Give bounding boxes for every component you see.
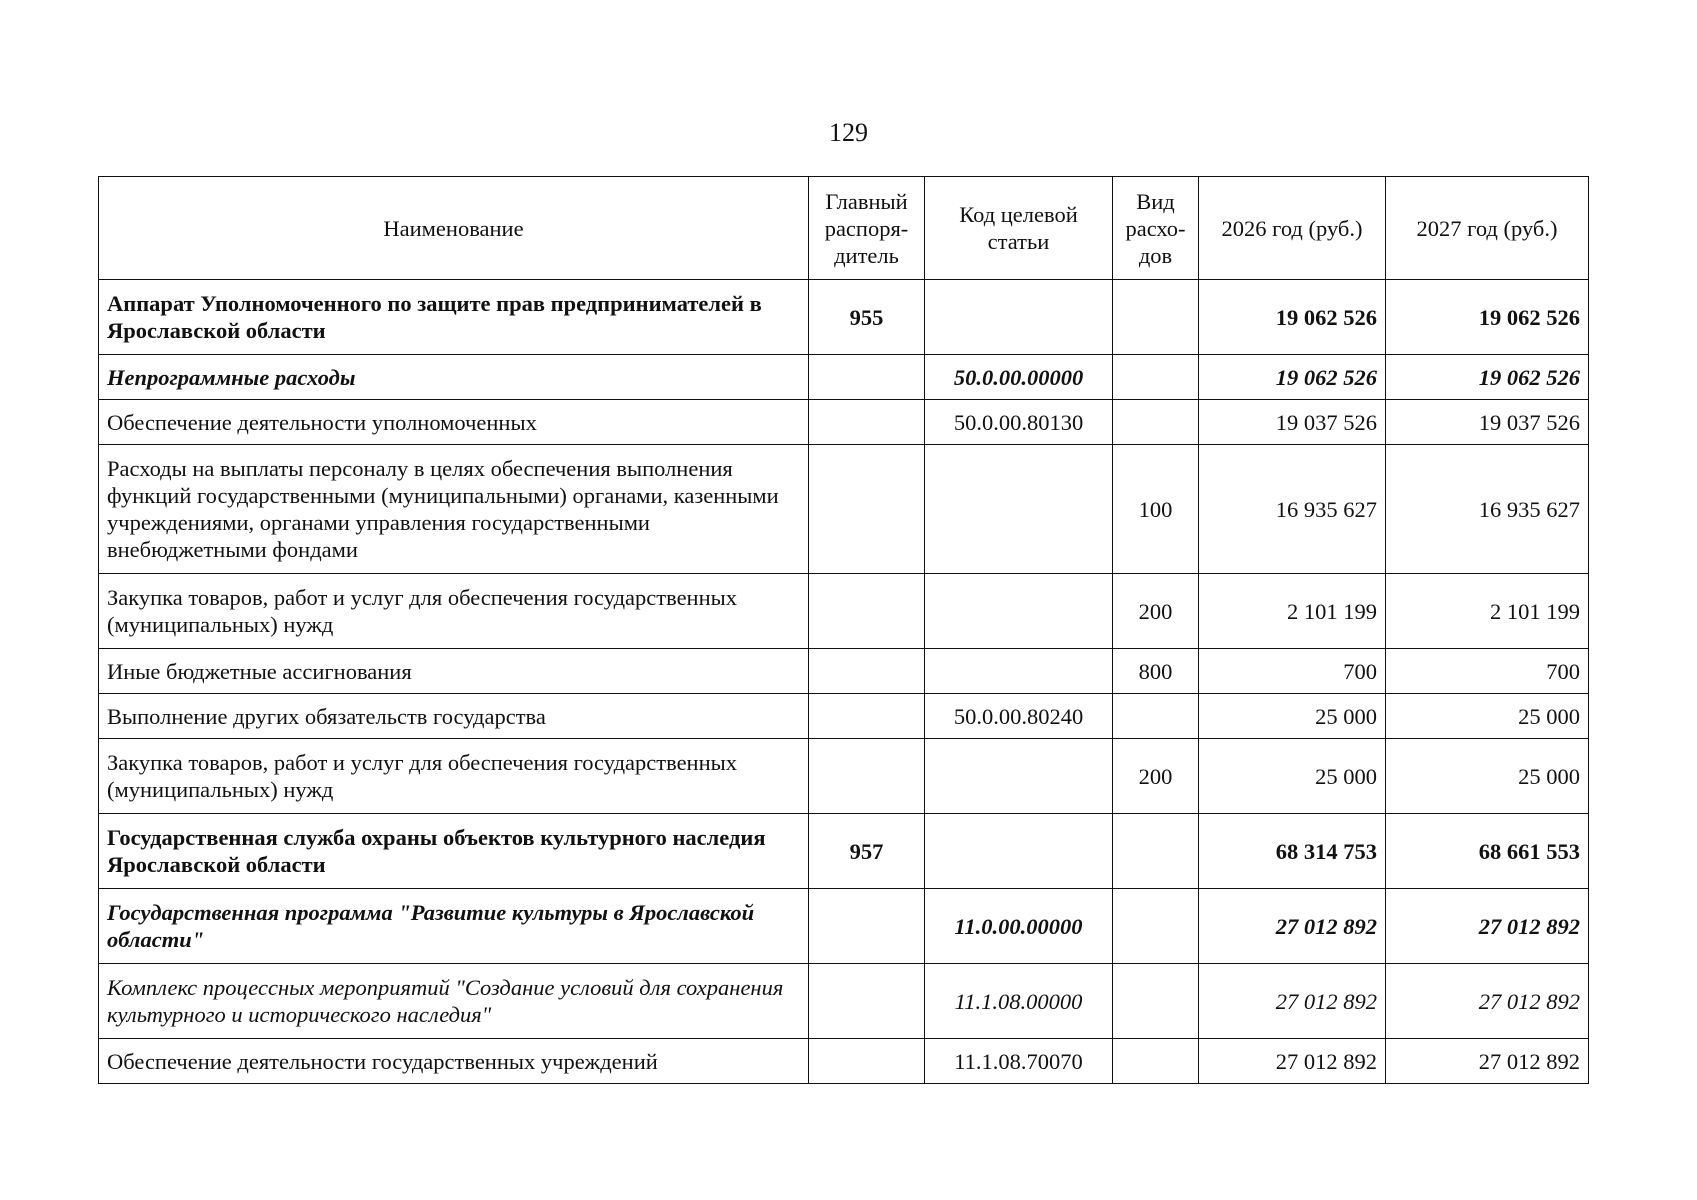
- table-row: [99, 694, 1589, 739]
- cell-name: Расходы на выплаты персоналу в целях обеспечения выполнения функций государственными (муниципальными) органами, казенными учреждениями, органами управления государственными внебюджетными фондами: [99, 445, 809, 574]
- cell-name: Выполнение других обязательств государства: [99, 694, 809, 739]
- cell-2026: 2 101 199: [1199, 574, 1386, 649]
- cell-code: [925, 574, 1113, 649]
- cell-vid: [1113, 355, 1199, 400]
- header-2026: 2026 год (руб.): [1199, 177, 1386, 280]
- header-row: [99, 177, 1589, 280]
- cell-code: 50.0.00.80130: [925, 400, 1113, 445]
- cell-grbs: [809, 694, 925, 739]
- cell-2027: 27 012 892: [1386, 1039, 1589, 1084]
- table-row: [99, 574, 1589, 649]
- cell-name: Иные бюджетные ассигнования: [99, 649, 809, 694]
- cell-2027: 25 000: [1386, 739, 1589, 814]
- cell-2027: 700: [1386, 649, 1589, 694]
- cell-2027: 2 101 199: [1386, 574, 1589, 649]
- cell-code: 50.0.00.80240: [925, 694, 1113, 739]
- cell-2027: 27 012 892: [1386, 889, 1589, 964]
- page-number: 129: [829, 118, 868, 147]
- cell-2026: 68 314 753: [1199, 814, 1386, 889]
- cell-2026: 16 935 627: [1199, 445, 1386, 574]
- cell-code: [925, 649, 1113, 694]
- cell-name: Непрограммные расходы: [99, 355, 809, 400]
- budget-table: [98, 176, 1589, 1084]
- cell-vid: [1113, 1039, 1199, 1084]
- cell-code: [925, 280, 1113, 355]
- cell-grbs: [809, 445, 925, 574]
- cell-vid: [1113, 400, 1199, 445]
- table-row: [99, 889, 1589, 964]
- cell-name: Закупка товаров, работ и услуг для обеспечения государственных (муниципальных) нужд: [99, 739, 809, 814]
- table-row: [99, 964, 1589, 1039]
- cell-vid: 800: [1113, 649, 1199, 694]
- cell-vid: [1113, 814, 1199, 889]
- cell-vid: 200: [1113, 574, 1199, 649]
- cell-name: Аппарат Уполномоченного по защите прав предпринимателей в Ярославской области: [99, 280, 809, 355]
- cell-2026: 27 012 892: [1199, 1039, 1386, 1084]
- cell-vid: [1113, 694, 1199, 739]
- cell-vid: [1113, 964, 1199, 1039]
- header-code: Код целевой статьи: [925, 177, 1113, 280]
- cell-vid: 100: [1113, 445, 1199, 574]
- cell-2026: 700: [1199, 649, 1386, 694]
- cell-2026: 25 000: [1199, 739, 1386, 814]
- cell-name: Закупка товаров, работ и услуг для обеспечения государственных (муниципальных) нужд: [99, 574, 809, 649]
- cell-2026: 27 012 892: [1199, 889, 1386, 964]
- cell-code: [925, 445, 1113, 574]
- cell-code: 11.1.08.70070: [925, 1039, 1113, 1084]
- table-row: [99, 739, 1589, 814]
- cell-grbs: 955: [809, 280, 925, 355]
- cell-grbs: [809, 964, 925, 1039]
- cell-grbs: [809, 649, 925, 694]
- cell-name: Обеспечение деятельности государственных учреждений: [99, 1039, 809, 1084]
- cell-code: 11.1.08.00000: [925, 964, 1113, 1039]
- cell-grbs: 957: [809, 814, 925, 889]
- table-row: [99, 355, 1589, 400]
- cell-2027: 19 062 526: [1386, 280, 1589, 355]
- cell-name: Обеспечение деятельности уполномоченных: [99, 400, 809, 445]
- cell-2027: 27 012 892: [1386, 964, 1589, 1039]
- cell-grbs: [809, 355, 925, 400]
- cell-2027: 25 000: [1386, 694, 1589, 739]
- cell-code: [925, 739, 1113, 814]
- cell-2026: 25 000: [1199, 694, 1386, 739]
- table-row: [99, 1039, 1589, 1084]
- table-row: [99, 400, 1589, 445]
- cell-vid: [1113, 280, 1199, 355]
- table-row: [99, 280, 1589, 355]
- table-row: [99, 814, 1589, 889]
- cell-grbs: [809, 739, 925, 814]
- cell-code: 11.0.00.00000: [925, 889, 1113, 964]
- cell-grbs: [809, 1039, 925, 1084]
- cell-name: Государственная служба охраны объектов культурного наследия Ярославской области: [99, 814, 809, 889]
- cell-2027: 68 661 553: [1386, 814, 1589, 889]
- cell-2027: 19 062 526: [1386, 355, 1589, 400]
- cell-2026: 19 037 526: [1199, 400, 1386, 445]
- cell-grbs: [809, 400, 925, 445]
- table-row: [99, 649, 1589, 694]
- cell-2027: 16 935 627: [1386, 445, 1589, 574]
- cell-2026: 19 062 526: [1199, 280, 1386, 355]
- cell-grbs: [809, 889, 925, 964]
- header-grbs: Главный распоря-дитель: [809, 177, 925, 280]
- header-name: Наименование: [99, 177, 809, 280]
- table-row: [99, 445, 1589, 574]
- cell-name: Государственная программа "Развитие культуры в Ярославской области": [99, 889, 809, 964]
- cell-grbs: [809, 574, 925, 649]
- cell-code: [925, 814, 1113, 889]
- cell-vid: [1113, 889, 1199, 964]
- cell-2026: 19 062 526: [1199, 355, 1386, 400]
- cell-2026: 27 012 892: [1199, 964, 1386, 1039]
- header-vid: Вид расхо-дов: [1113, 177, 1199, 280]
- cell-name: Комплекс процессных мероприятий "Создание условий для сохранения культурного и исторического наследия": [99, 964, 809, 1039]
- cell-code: 50.0.00.00000: [925, 355, 1113, 400]
- cell-vid: 200: [1113, 739, 1199, 814]
- header-2027: 2027 год (руб.): [1386, 177, 1589, 280]
- cell-2027: 19 037 526: [1386, 400, 1589, 445]
